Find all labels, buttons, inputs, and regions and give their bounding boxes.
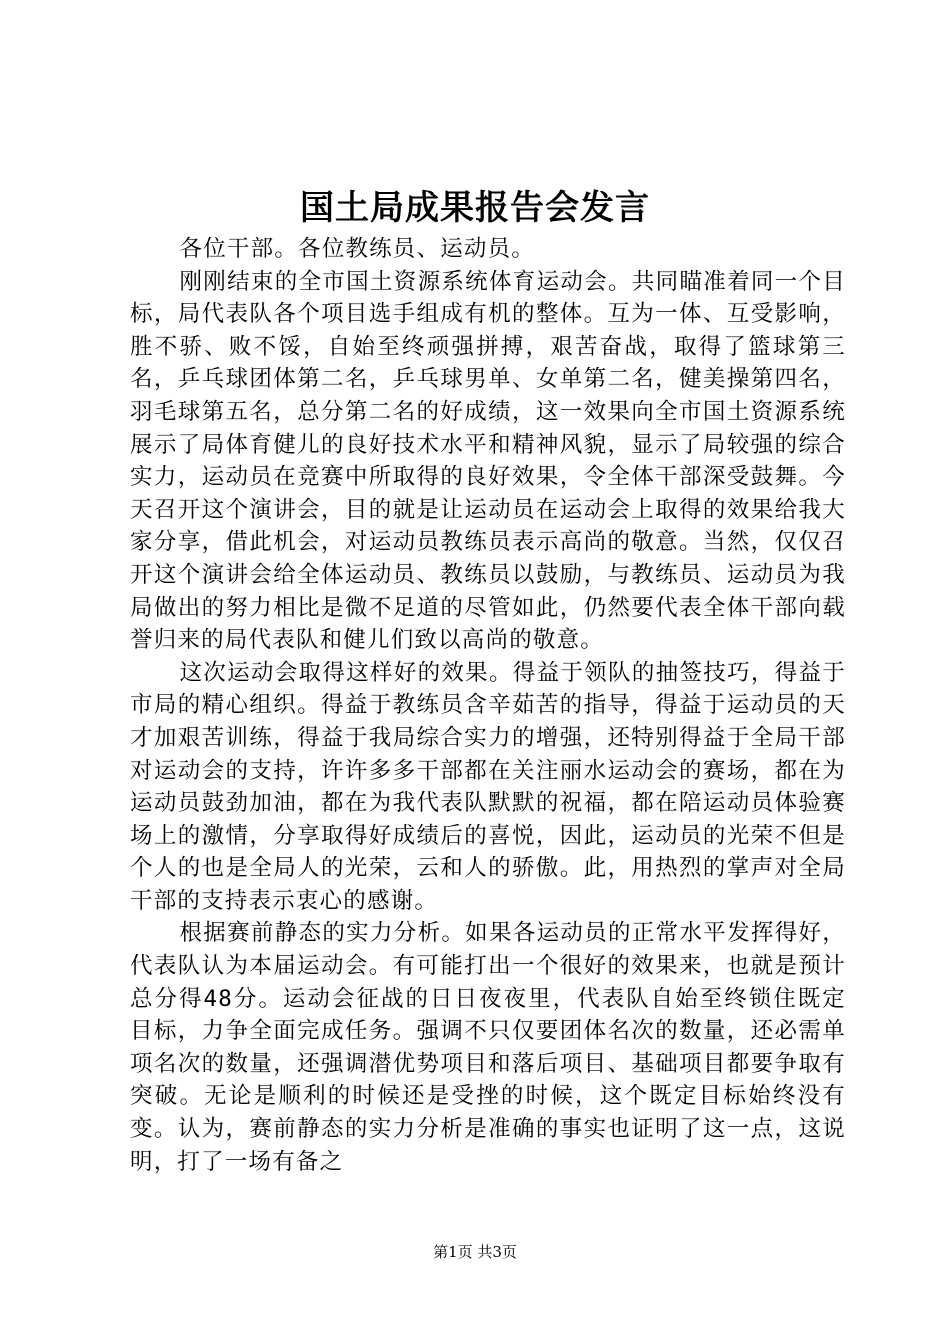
page-number: 第1页: [433, 1243, 473, 1261]
page-total: 共3页: [477, 1243, 517, 1261]
paragraph-thanks: 这次运动会取得这样好的效果。得益于领队的抽签技巧，得益于市局的精心组织。得益于教练员含辛茹苦的指导，得益于运动员的天才加艰苦训练，得益于我局综合实力的增强，还特别得益于全局干部对运动会的支持，许许多多干部都在关注丽水运动会的赛场，都在为运动员鼓劲加油，都在为我代表队默默的祝福，都在陪运动员体验赛场上的激情，分享取得好成绩后的喜悦，因此，运动员的光荣不但是个人的也是全局人的光荣，云和人的骄傲。此，用热烈的掌声对全局干部的支持表示衷心的感谢。: [130, 659, 846, 914]
paragraph-results: 刚刚结束的全市国土资源系统体育运动会。共同瞄准着同一个目标，局代表队各个项目选手组成有机的整体。互为一体、互受影响，胜不骄、败不馁，自始至终顽强拼搏，艰苦奋战，取得了篮球第三名，乒乓球团体第二名，乒乓球男单、女单第二名，健美操第四名，羽毛球第五名，总分第二名的好成绩，这一效果向全市国土资源系统展示了局体育健儿的良好技术水平和精神风貌，显示了局较强的综合实力，运动员在竞赛中所取得的良好效果，令全体干部深受鼓舞。今天召开这个演讲会，目的就是让运动员在运动会上取得的效果给我大家分享，借此机会，对运动员教练员表示高尚的敬意。当然，仅仅召开这个演讲会给全体运动员、教练员以鼓励，与教练员、运动员为我局做出的努力相比是微不足道的尽管如此，仍然要代表全体干部向载誉归来的局代表队和健儿们致以高尚的敬意。: [130, 268, 846, 654]
document-body: [130, 233, 846, 1178]
paragraph-analysis: 根据赛前静态的实力分析。如果各运动员的正常水平发挥得好，代表队认为本届运动会。有可能打出一个很好的效果来，也就是预计总分得48分。运动会征战的日日夜夜里，代表队自始至终锁住既定目标，力争全面完成任务。强调不只仅要团体名次的数量，还必需单项名次的数量，还强调潜优势项目和落后项目、基础项目都要争取有突破。无论是顺利的时候还是受挫的时候，这个既定目标始终没有变。认为，赛前静态的实力分析是准确的事实也证明了这一点，这说明，打了一场有备之: [130, 920, 846, 1175]
paragraph-greeting: 各位干部。各位教练员、运动员。: [179, 236, 536, 262]
page-footer: [0, 1242, 950, 1262]
document-title: 国土局成果报告会发言: [300, 188, 650, 228]
